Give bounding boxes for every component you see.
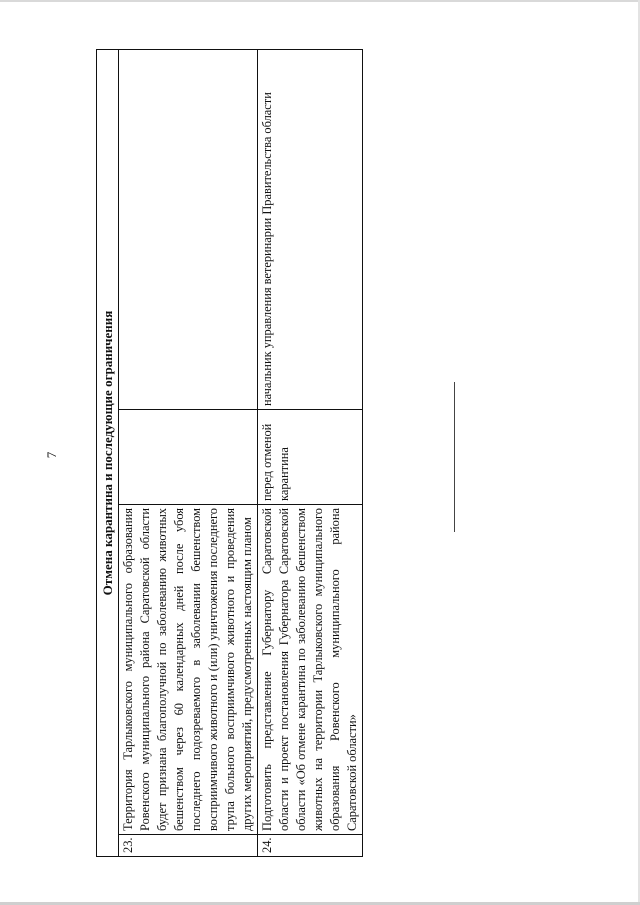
closing-line (454, 382, 455, 532)
row-number: 24. (258, 835, 363, 857)
table-row (258, 50, 363, 857)
scan-edge-top (0, 0, 640, 2)
page-number: 7 (44, 451, 59, 459)
rotated-page-content (96, 49, 388, 857)
section-header-row (97, 50, 119, 857)
responsible-cell: начальник управления ветеринарии Правительства области (258, 50, 363, 410)
section-title: Отмена карантина и последующие ограничения (97, 50, 119, 857)
measure-text: Территория Тарлыковского муниципального образования Ровенского муниципального района Саратовской области будет признана благополучной по заболеванию животных бешенством через 60 календарных дней после убоя последнего подозреваемого в заболевании бешенством восприимчивого животного и (или) уничтожения последнего трупа больного восприимчивого животного и проведения других мероприятий, предусмотренных настоящим планом (119, 505, 258, 835)
row-number: 23. (119, 835, 258, 857)
term-cell (119, 410, 258, 505)
plan-table (96, 49, 363, 857)
measure-text: Подготовить представление Губернатору Саратовской области и проект постановления Губернатора Саратовской области «Об отмене карантина по заболеванию бешенством животных на территории Тарлыковского муниципального образования Ровенского муниципального района Саратовской области» (258, 505, 363, 835)
term-cell: перед отменой карантина (258, 410, 363, 505)
table-row (119, 50, 258, 857)
responsible-cell (119, 50, 258, 410)
